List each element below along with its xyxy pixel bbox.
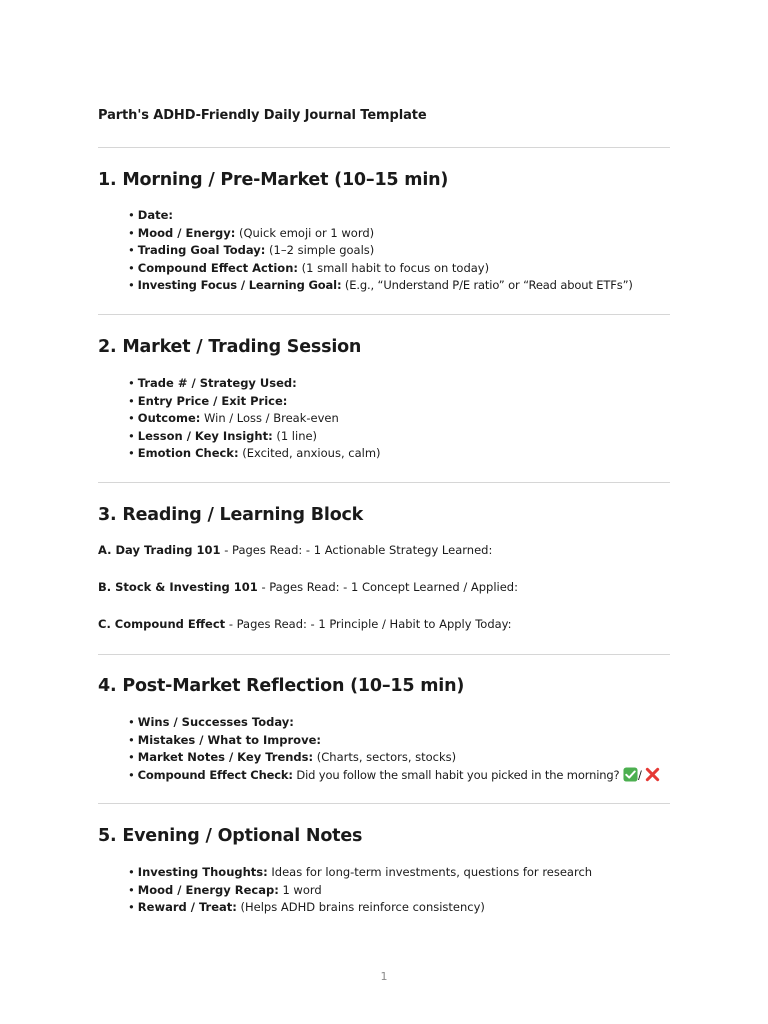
item-label: Market Notes / Key Trends: [137,750,314,765]
list-item [128,882,592,900]
list-item [128,864,592,882]
reading-entry-day-trading [98,543,492,557]
section-heading-evening: 5. Evening / Optional Notes [98,826,363,846]
item-text: Ideas for long-term investments, questions for research [267,865,593,879]
list-item [128,375,381,393]
reading-entry-investing [98,580,518,594]
list-item [128,899,592,917]
document-title: Parth's ADHD-Friendly Daily Journal Template [98,108,427,123]
item-label: Mistakes / What to Improve: [137,732,321,747]
item-label: Investing Focus / Learning Goal: [137,278,342,293]
bullet: • [128,260,135,275]
item-label: Date: [137,208,173,222]
item-text: (1–2 simple goals) [265,243,375,258]
bullet: • [128,900,135,915]
divider [98,803,670,804]
icon-separator: / [638,767,646,782]
cross-mark-icon [645,767,660,782]
item-label: Compound Effect Action: [137,260,298,275]
bullet: • [128,446,135,461]
bullet: • [128,882,135,897]
item-label: Outcome: [137,411,201,426]
book-title: A. Day Trading 101 [98,543,221,557]
item-text: Did you follow the small habit you picked in the morning? [292,767,624,782]
item-label: Investing Thoughts: [137,865,268,879]
bullet: • [128,750,135,765]
item-label: Lesson / Key Insight: [137,428,273,443]
list-item [128,732,660,750]
evening-list [128,864,592,917]
divider [98,314,670,315]
item-text: (E.g., “Understand P/E ratio” or “Read about ETFs”) [341,278,633,293]
bullet: • [128,411,135,426]
item-label: Emotion Check: [137,446,239,461]
list-item [128,410,381,428]
item-label: Mood / Energy: [137,225,236,240]
list-item [128,428,381,446]
item-label: Mood / Energy Recap: [137,882,279,897]
section-heading-reading-block: 3. Reading / Learning Block [98,505,364,525]
item-label: Compound Effect Check: [137,767,293,782]
section-heading-trading-session: 2. Market / Trading Session [98,337,362,357]
bullet: • [128,393,135,408]
list-item [128,207,633,225]
entry-text: - Pages Read: - 1 Principle / Habit to Apply Today: [225,617,512,631]
list-item [128,393,381,411]
divider [98,147,670,148]
entry-text: - Pages Read: - 1 Concept Learned / Applied: [257,580,518,594]
bullet: • [128,732,135,747]
post-market-list [128,714,660,784]
bullet: • [128,278,135,293]
bullet: • [128,208,135,222]
item-label: Trading Goal Today: [137,243,266,258]
list-item [128,767,660,785]
bullet: • [128,376,135,390]
check-mark-icon [623,767,638,782]
item-text: Win / Loss / Break-even [200,411,339,426]
morning-list [128,207,633,295]
list-item [128,242,633,260]
divider [98,654,670,655]
item-label: Wins / Successes Today: [137,715,294,729]
entry-text: - Pages Read: - 1 Actionable Strategy Learned: [220,543,493,557]
item-text: (Helps ADHD brains reinforce consistency) [236,900,485,915]
divider [98,482,670,483]
item-text: (1 small habit to focus on today) [298,260,490,275]
item-text: (Quick emoji or 1 word) [235,225,375,240]
section-heading-morning: 1. Morning / Pre-Market (10–15 min) [98,170,449,190]
list-item [128,260,633,278]
trading-session-list [128,375,381,463]
item-text: (1 line) [272,428,318,443]
book-title: B. Stock & Investing 101 [98,580,258,594]
item-text: 1 word [278,882,322,897]
item-text: (Excited, anxious, calm) [238,446,381,461]
section-heading-post-market: 4. Post-Market Reflection (10–15 min) [98,676,465,696]
bullet: • [128,767,135,782]
list-item [128,749,660,767]
bullet: • [128,715,135,729]
reading-entry-compound-effect [98,617,512,631]
item-text: (Charts, sectors, stocks) [313,750,457,765]
bullet: • [128,865,135,879]
item-label: Trade # / Strategy Used: [137,376,297,390]
item-label: Reward / Treat: [137,900,237,915]
bullet: • [128,243,135,258]
list-item [128,277,633,295]
list-item [128,714,660,732]
list-item [128,445,381,463]
bullet: • [128,225,135,240]
page-number: 1 [380,970,388,983]
book-title: C. Compound Effect [98,617,226,631]
item-label: Entry Price / Exit Price: [137,393,288,408]
list-item [128,225,633,243]
bullet: • [128,428,135,443]
